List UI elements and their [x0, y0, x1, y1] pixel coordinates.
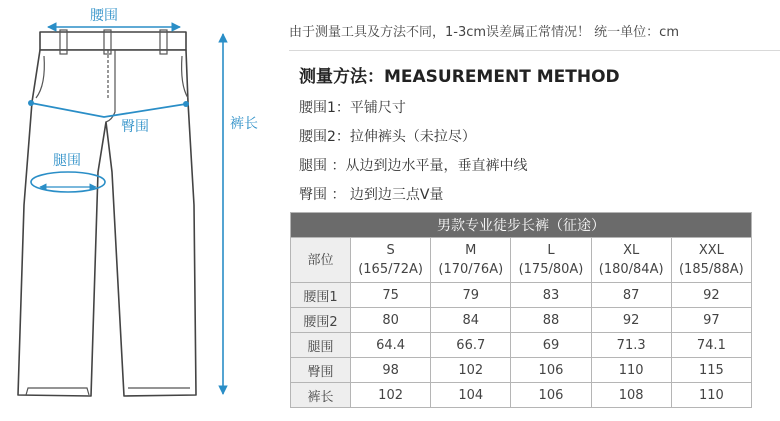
size-name: XXL: [698, 243, 724, 258]
size-header-row: [291, 238, 752, 283]
waist-label: 腰围: [90, 8, 118, 24]
table-cell: 64.4: [351, 333, 431, 358]
table-cell: 110: [591, 358, 671, 383]
size-header-m: [431, 238, 511, 283]
table-cell: 102: [351, 383, 431, 408]
table-cell: 66.7: [431, 333, 511, 358]
size-header-l: [511, 238, 591, 283]
table-cell: 104: [431, 383, 511, 408]
table-cell: 115: [671, 358, 751, 383]
size-header-xxl: [671, 238, 751, 283]
size-table: [290, 212, 752, 408]
row-label: 裤长: [291, 383, 351, 408]
size-spec: (185/88A): [678, 262, 744, 277]
method-line-waist2: 腰围2：拉伸裤头（未拉尽）: [299, 129, 476, 145]
table-row: [291, 383, 752, 408]
table-cell: 110: [671, 383, 751, 408]
method-line-hip: 臀围 ： 边到边三点V量: [299, 187, 444, 203]
table-cell: 106: [511, 383, 591, 408]
table-row: [291, 308, 752, 333]
table-cell: 74.1: [671, 333, 751, 358]
size-spec: (175/80A): [518, 262, 584, 277]
table-cell: 92: [671, 283, 751, 308]
row-label: 腿围: [291, 333, 351, 358]
table-cell: 102: [431, 358, 511, 383]
size-spec: (170/76A): [438, 262, 504, 277]
length-label: 裤长: [230, 116, 258, 132]
table-row: [291, 358, 752, 383]
table-cell: 71.3: [591, 333, 671, 358]
size-name: XL: [623, 243, 640, 258]
table-cell: 98: [351, 358, 431, 383]
pants-measurement-diagram: [0, 0, 290, 421]
table-row: [291, 333, 752, 358]
method-title: 测量方法：MEASUREMENT METHOD: [299, 67, 620, 87]
thigh-label: 腿围: [53, 153, 81, 169]
size-header-s: [351, 238, 431, 283]
measurement-note: 由于测量工具及方法不同，1-3cm误差属正常情况！ 统一单位：cm: [289, 25, 679, 40]
method-line-waist1: 腰围1：平铺尺寸: [299, 100, 406, 116]
size-header-xl: [591, 238, 671, 283]
row-label: 腰围1: [291, 283, 351, 308]
table-cell: 108: [591, 383, 671, 408]
table-cell: 80: [351, 308, 431, 333]
size-name: S: [386, 243, 395, 258]
table-cell: 88: [511, 308, 591, 333]
table-cell: 75: [351, 283, 431, 308]
part-header: 部位: [291, 238, 351, 283]
table-cell: 79: [431, 283, 511, 308]
pants-outline: [18, 32, 196, 396]
size-name: L: [547, 243, 555, 258]
table-title: 男款专业徒步长裤（征途）: [291, 213, 752, 238]
table-cell: 106: [511, 358, 591, 383]
size-spec: (165/72A): [358, 262, 423, 277]
size-spec: (180/84A): [598, 262, 664, 277]
table-cell: 69: [511, 333, 591, 358]
table-cell: 84: [431, 308, 511, 333]
method-line-thigh: 腿围 ：从边到边水平量，垂直裤中线: [299, 158, 528, 174]
table-cell: 87: [591, 283, 671, 308]
divider: [289, 50, 780, 51]
row-label: 腰围2: [291, 308, 351, 333]
table-cell: 83: [511, 283, 591, 308]
table-cell: 92: [591, 308, 671, 333]
table-row: [291, 283, 752, 308]
size-name: M: [465, 243, 477, 258]
hip-label: 臀围: [121, 119, 149, 135]
table-cell: 97: [671, 308, 751, 333]
row-label: 臀围: [291, 358, 351, 383]
